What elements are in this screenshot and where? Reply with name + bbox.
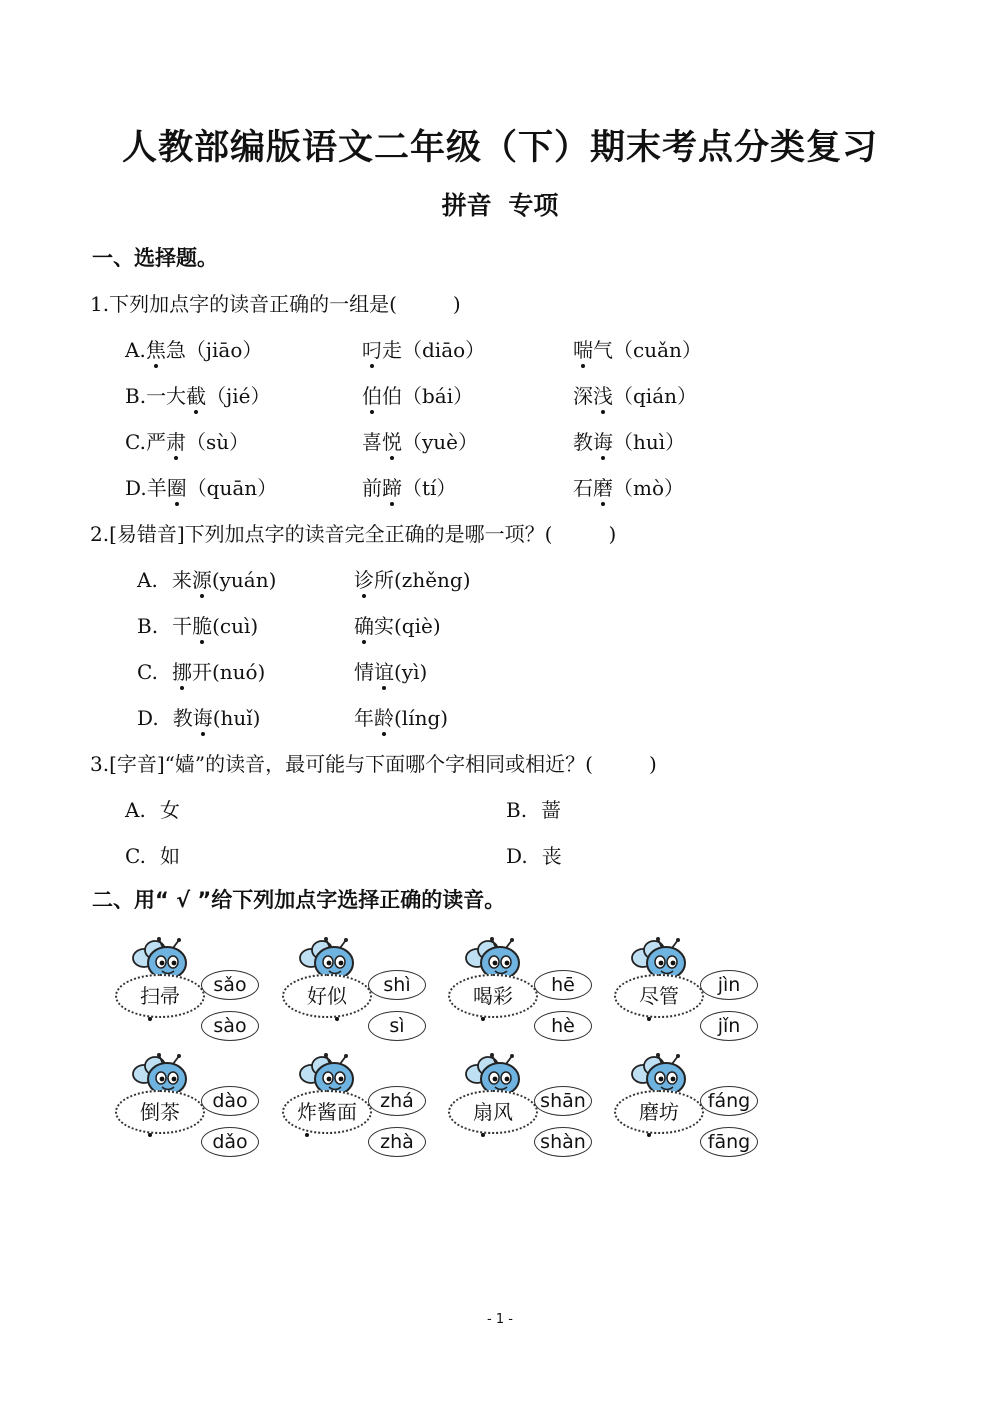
- word-with-pinyin: [362, 384, 473, 408]
- word-with-pinyin: [172, 568, 277, 592]
- plain-char: （jié）: [206, 384, 271, 408]
- dotted-char: 诲: [193, 702, 213, 731]
- q1-option-cell: [125, 380, 271, 409]
- dotted-char: 磨: [593, 472, 613, 501]
- q1-option-cell: [573, 472, 684, 501]
- option-text: 女: [159, 798, 180, 822]
- dotted-char: 源: [192, 564, 212, 593]
- option-label[interactable]: D.: [125, 476, 147, 500]
- word-with-pinyin: [573, 384, 697, 408]
- word-with-pinyin: [573, 476, 684, 500]
- word-with-pinyin: [573, 338, 702, 362]
- option-label: C.: [125, 844, 146, 868]
- plain-char: （tí）: [402, 476, 457, 500]
- dotted-char: 扇: [473, 1092, 493, 1132]
- page-number: - 1 -: [487, 1312, 513, 1327]
- dotted-char: 喝: [473, 976, 493, 1016]
- word-with-pinyin: [172, 614, 258, 638]
- plain-char: （sù）: [185, 430, 250, 454]
- dotted-char: 喘: [573, 334, 593, 363]
- page-title: 人教部编版语文二年级（下）期末考点分类复习: [121, 128, 878, 168]
- plain-char: (huǐ): [212, 706, 261, 730]
- pinyin-option[interactable]: dào: [201, 1086, 259, 1116]
- pinyin-option[interactable]: dǎo: [201, 1127, 259, 1157]
- q1-option-cell: [125, 426, 249, 455]
- word-oval: [115, 974, 205, 1018]
- dotted-char: 倒: [140, 1092, 160, 1132]
- dotted-char: 叼: [362, 334, 382, 363]
- dotted-char: 谊: [374, 656, 394, 685]
- plain-char: 年: [354, 706, 374, 730]
- bee-group: [448, 936, 598, 1052]
- plain-char: 管: [659, 984, 679, 1008]
- plain-char: 所(zhěng): [374, 568, 471, 592]
- word-with-pinyin: [362, 430, 478, 454]
- pinyin-option[interactable]: hè: [534, 1011, 592, 1041]
- q3-option[interactable]: [125, 794, 180, 823]
- word-with-pinyin: [639, 984, 679, 1008]
- question-3-prompt: 3.[字音]“嫱”的读音，最可能与下面哪个字相同或相近？(: [90, 752, 593, 776]
- plain-char: 干: [172, 614, 193, 638]
- word-with-pinyin: [354, 660, 427, 684]
- paren-close: ): [608, 522, 617, 546]
- plain-char: 来: [171, 568, 192, 592]
- plain-char: 彩: [493, 984, 513, 1008]
- word-with-pinyin: [354, 568, 471, 592]
- plain-char: 石: [573, 476, 593, 500]
- q2-option-cell: [137, 702, 260, 731]
- dotted-char: 圈: [167, 472, 187, 501]
- section-2-heading: 二、用“ √ ”给下列加点字选择正确的读音。: [92, 888, 506, 912]
- option-label: B.: [506, 798, 528, 822]
- dotted-char: 截: [186, 380, 206, 409]
- pinyin-option[interactable]: jìn: [700, 970, 758, 1000]
- word-oval: [282, 1090, 372, 1134]
- word-with-pinyin: [173, 706, 261, 730]
- q2-option-cell: [137, 656, 265, 685]
- plain-char: （quān）: [186, 476, 278, 500]
- plain-char: 羊: [146, 476, 167, 500]
- dotted-char: 浅: [593, 380, 613, 409]
- plain-char: 教: [172, 706, 193, 730]
- plain-char: (líng): [394, 706, 449, 730]
- q1-option-cell: [573, 426, 685, 455]
- q2-option-cell: [137, 564, 276, 593]
- plain-char: 坊: [659, 1100, 679, 1124]
- word-with-pinyin: [146, 338, 263, 362]
- word-with-pinyin: [639, 1100, 679, 1124]
- word-with-pinyin: [473, 1100, 513, 1124]
- q2-option-cell: [354, 610, 441, 639]
- pinyin-option[interactable]: shān: [534, 1086, 592, 1116]
- bee-group: [614, 936, 764, 1052]
- q1-option-cell: [573, 334, 702, 363]
- q1-option-cell: [125, 472, 277, 501]
- word-with-pinyin: [307, 984, 347, 1008]
- plain-char: 开(nuó): [191, 660, 266, 684]
- pinyin-option[interactable]: fáng: [700, 1086, 758, 1116]
- q1-option-cell: [362, 334, 485, 363]
- plain-char: （qián）: [613, 384, 698, 408]
- word-oval: [282, 974, 372, 1018]
- word-with-pinyin: [362, 338, 485, 362]
- word-oval: [115, 1090, 205, 1134]
- plain-char: 茶: [160, 1100, 180, 1124]
- dotted-char: 肃: [166, 426, 186, 455]
- plain-char: （mò）: [613, 476, 685, 500]
- bee-group: [448, 1052, 598, 1168]
- word-with-pinyin: [146, 430, 249, 454]
- pinyin-option[interactable]: sǎo: [201, 970, 259, 1000]
- dotted-char: 诊: [354, 564, 374, 593]
- option-label[interactable]: B.: [125, 384, 147, 408]
- option-text: 蔷: [541, 798, 562, 822]
- pinyin-option[interactable]: sì: [368, 1011, 426, 1041]
- plain-char: (yì): [394, 660, 428, 684]
- option-label[interactable]: D.: [137, 706, 159, 730]
- dotted-char: 脆: [192, 610, 212, 639]
- section-1-heading: 一、选择题。: [92, 246, 218, 270]
- option-label: D.: [506, 844, 528, 868]
- question-1-prompt: 1.下列加点字的读音正确的一组是(: [90, 292, 397, 316]
- q3-option[interactable]: [506, 840, 562, 869]
- word-oval: [448, 974, 538, 1018]
- pinyin-option[interactable]: shàn: [534, 1127, 592, 1157]
- dotted-char: 蹄: [382, 472, 402, 501]
- paren-close: ): [452, 292, 461, 316]
- dotted-char: 尽: [639, 976, 659, 1016]
- word-with-pinyin: [362, 476, 456, 500]
- q3-option[interactable]: [506, 794, 561, 823]
- q2-option-cell: [354, 702, 448, 731]
- bee-group: [115, 1052, 265, 1168]
- pinyin-option[interactable]: fāng: [700, 1127, 758, 1157]
- plain-char: 喜: [362, 430, 382, 454]
- option-label[interactable]: C.: [137, 660, 158, 684]
- word-with-pinyin: [146, 384, 270, 408]
- plain-char: 好: [307, 984, 327, 1008]
- plain-char: 前: [362, 476, 382, 500]
- question-3: [90, 748, 657, 777]
- pinyin-option[interactable]: zhá: [368, 1086, 426, 1116]
- word-oval: [614, 974, 704, 1018]
- dotted-char: 挪: [172, 656, 192, 685]
- word-with-pinyin: [573, 430, 685, 454]
- word-with-pinyin: [140, 1100, 180, 1124]
- dotted-char: 炸: [297, 1092, 317, 1132]
- dotted-char: 诲: [593, 426, 613, 455]
- pinyin-option[interactable]: shì: [368, 970, 426, 1000]
- plain-char: 帚: [160, 984, 180, 1008]
- bee-group: [282, 1052, 432, 1168]
- option-text: 如: [159, 844, 180, 868]
- paren-close: ): [648, 752, 657, 776]
- option-label[interactable]: B.: [137, 614, 159, 638]
- word-oval: [448, 1090, 538, 1134]
- q1-option-cell: [362, 426, 478, 455]
- dotted-char: 伯: [362, 380, 382, 409]
- word-with-pinyin: [140, 984, 180, 1008]
- word-with-pinyin: [354, 706, 448, 730]
- dotted-char: 似: [327, 976, 347, 1016]
- plain-char: 教: [573, 430, 593, 454]
- option-label[interactable]: C.: [125, 430, 146, 454]
- dotted-char: 确: [354, 610, 374, 639]
- word-oval: [614, 1090, 704, 1134]
- question-2-prompt: 2.[易错音]下列加点字的读音完全正确的是哪一项？(: [90, 522, 553, 546]
- word-with-pinyin: [172, 660, 265, 684]
- word-with-pinyin: [297, 1100, 357, 1124]
- q3-option[interactable]: [125, 840, 180, 869]
- q1-option-cell: [362, 380, 473, 409]
- dotted-char: 焦: [146, 334, 166, 363]
- bee-group: [614, 1052, 764, 1168]
- plain-char: (yuán): [211, 568, 277, 592]
- plain-char: 实(qiè): [374, 614, 441, 638]
- plain-char: (cuì): [212, 614, 259, 638]
- word-with-pinyin: [147, 476, 278, 500]
- subtitle: 拼音 专项: [441, 191, 559, 220]
- q1-option-cell: [125, 334, 262, 363]
- dotted-char: 龄: [374, 702, 394, 731]
- dotted-char: 扫: [140, 976, 160, 1016]
- bee-group: [115, 936, 265, 1052]
- option-label[interactable]: A.: [137, 568, 158, 592]
- question-2: [90, 518, 616, 547]
- plain-char: 一大: [146, 384, 187, 408]
- word-with-pinyin: [354, 614, 441, 638]
- q1-option-cell: [362, 472, 456, 501]
- plain-char: （yuè）: [402, 430, 479, 454]
- pinyin-option[interactable]: sào: [201, 1011, 259, 1041]
- plain-char: 伯（bái）: [382, 384, 474, 408]
- dotted-char: 磨: [639, 1092, 659, 1132]
- plain-char: 风: [493, 1100, 513, 1124]
- plain-char: 酱面: [317, 1100, 357, 1124]
- pinyin-option[interactable]: hē: [534, 970, 592, 1000]
- pinyin-option[interactable]: zhà: [368, 1127, 426, 1157]
- option-label: A.: [125, 798, 146, 822]
- q2-option-cell: [354, 564, 471, 593]
- plain-char: 走（diāo）: [382, 338, 486, 362]
- pinyin-option[interactable]: jǐn: [700, 1011, 758, 1041]
- plain-char: 深: [573, 384, 593, 408]
- question-1: [90, 288, 461, 317]
- option-text: 丧: [541, 844, 562, 868]
- word-with-pinyin: [473, 984, 513, 1008]
- q2-option-cell: [354, 656, 427, 685]
- plain-char: 严: [145, 430, 166, 454]
- bee-group: [282, 936, 432, 1052]
- plain-char: 气（cuǎn）: [593, 338, 702, 362]
- plain-char: （huì）: [613, 430, 686, 454]
- q1-option-cell: [573, 380, 697, 409]
- plain-char: 急（jiāo）: [165, 338, 263, 362]
- plain-char: 情: [354, 660, 374, 684]
- q2-option-cell: [137, 610, 258, 639]
- option-label[interactable]: A.: [125, 338, 146, 362]
- dotted-char: 悦: [382, 426, 402, 455]
